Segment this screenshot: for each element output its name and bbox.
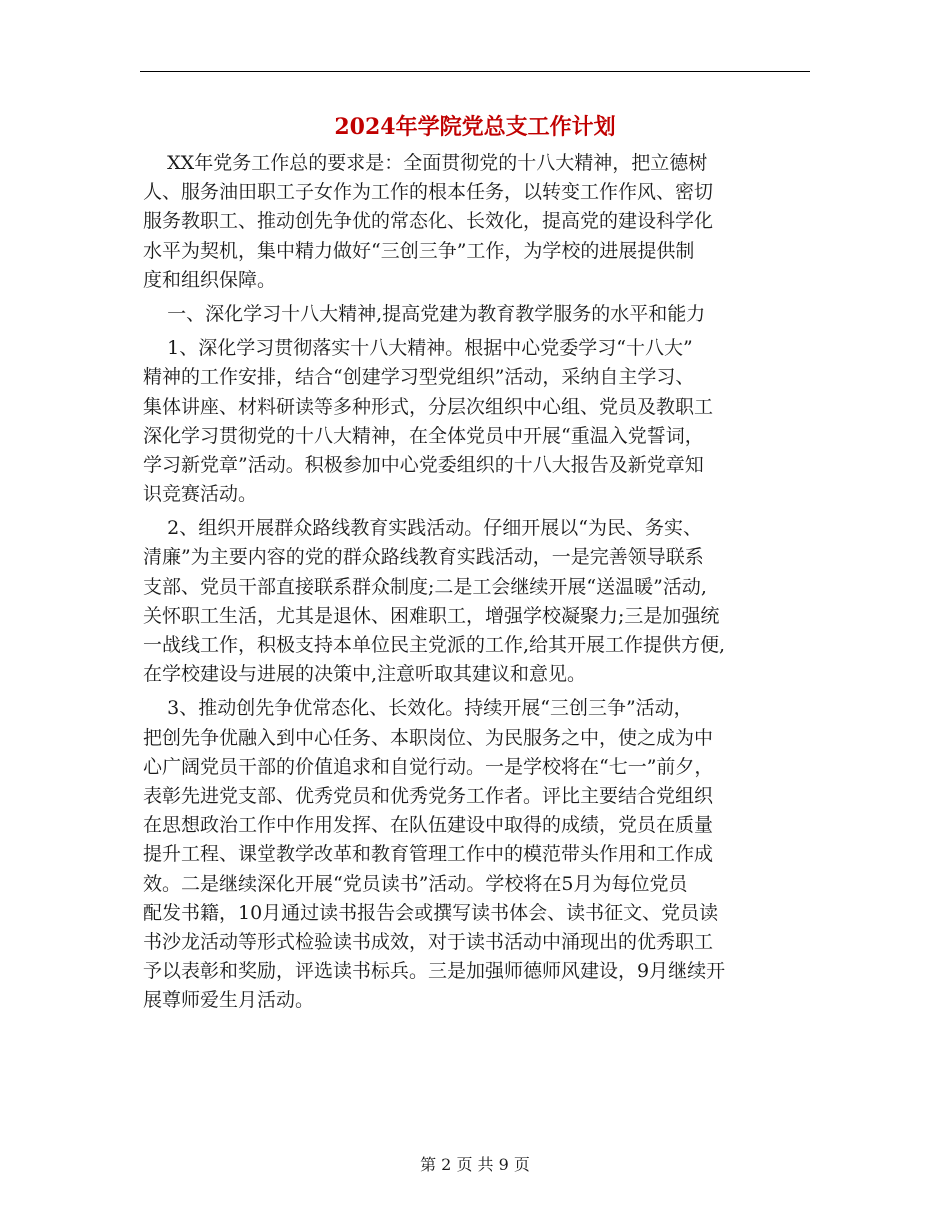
text-line: 人、服务油田职工子女作为工作的根本任务，以转变工作作风、密切 bbox=[143, 181, 714, 204]
text-line: 在学校建设与进展的决策中,注意听取其建议和意见。 bbox=[143, 663, 587, 686]
text-line: 表彰先进党支部、优秀党员和优秀党务工作者。评比主要结合党组织 bbox=[143, 784, 714, 807]
text-line: 深化学习贯彻党的十八大精神，在全体党员中开展“重温入党誓词， bbox=[143, 424, 704, 447]
text-line: 1、深化学习贯彻落实十八大精神。根据中心党委学习“十八大” bbox=[143, 337, 693, 360]
text-line: 配发书籍，10月通过读书报告会或撰写读书体会、读书征文、党员读 bbox=[143, 901, 719, 924]
text-line: 予以表彰和奖励，评选读书标兵。三是加强师德师风建设，9月继续开 bbox=[143, 960, 726, 983]
text-line: 服务教职工、推动创先争优的常态化、长效化，提高党的建设科学化 bbox=[143, 210, 714, 233]
text-line: 集体讲座、材料研读等多种形式，分层次组织中心组、党员及教职工 bbox=[143, 395, 714, 418]
text-line: 展尊师爱生月活动。 bbox=[143, 989, 315, 1012]
text-line: 识竞赛活动。 bbox=[143, 483, 258, 506]
text-line: 一、深化学习十八大精神,提高党建为教育教学服务的水平和能力 bbox=[143, 302, 706, 325]
text-line: 关怀职工生活，尤其是退休、困难职工，增强学校凝聚力;三是加强统 bbox=[143, 604, 720, 627]
text-line: 一战线工作，积极支持本单位民主党派的工作,给其开展工作提供方便, bbox=[143, 634, 726, 656]
text-line: 支部、党员干部直接联系群众制度;二是工会继续开展“送温暖”活动, bbox=[143, 575, 707, 598]
text-line: 水平为契机，集中精力做好“三创三争”工作，为学校的进展提供制 bbox=[143, 239, 695, 262]
text-line: 2、组织开展群众路线教育实践活动。仔细开展以“为民、务实、 bbox=[143, 517, 702, 540]
text-line: 学习新党章”活动。积极参加中心党委组织的十八大报告及新党章知 bbox=[143, 453, 704, 476]
text-line: 3、推动创先争优常态化、长效化。持续开展“三创三争”活动， bbox=[143, 697, 693, 720]
text-line: 把创先争优融入到中心任务、本职岗位、为民服务之中，使之成为中 bbox=[143, 726, 714, 749]
document-body bbox=[143, 149, 810, 1015]
text-line: XX年党务工作总的要求是：全面贯彻党的十八大精神，把立德树 bbox=[143, 152, 708, 174]
text-line: 在思想政治工作中作用发挥、在队伍建设中取得的成绩，党员在质量 bbox=[143, 814, 714, 837]
document-title: 2024年学院党总支工作计划 bbox=[334, 114, 616, 140]
page-footer: 第 2 页 共 9 页 bbox=[420, 1155, 530, 1174]
header-rule bbox=[140, 71, 810, 72]
text-line: 书沙龙活动等形式检验读书成效，对于读书活动中涌现出的优秀职工 bbox=[143, 930, 714, 953]
text-line: 清廉”为主要内容的党的群众路线教育实践活动，一是完善领导联系 bbox=[143, 546, 704, 569]
text-line: 提升工程、课堂教学改革和教育管理工作中的模范带头作用和工作成 bbox=[143, 843, 714, 866]
text-line: 度和组织保障。 bbox=[143, 268, 277, 291]
text-line: 效。二是继续深化开展“党员读书”活动。学校将在5月为每位党员 bbox=[143, 872, 688, 895]
text-line: 心广阔党员干部的价值追求和自觉行动。一是学校将在“七一”前夕， bbox=[143, 755, 714, 778]
text-line: 精神的工作安排，结合“创建学习型党组织”活动，采纳自主学习、 bbox=[143, 366, 695, 389]
